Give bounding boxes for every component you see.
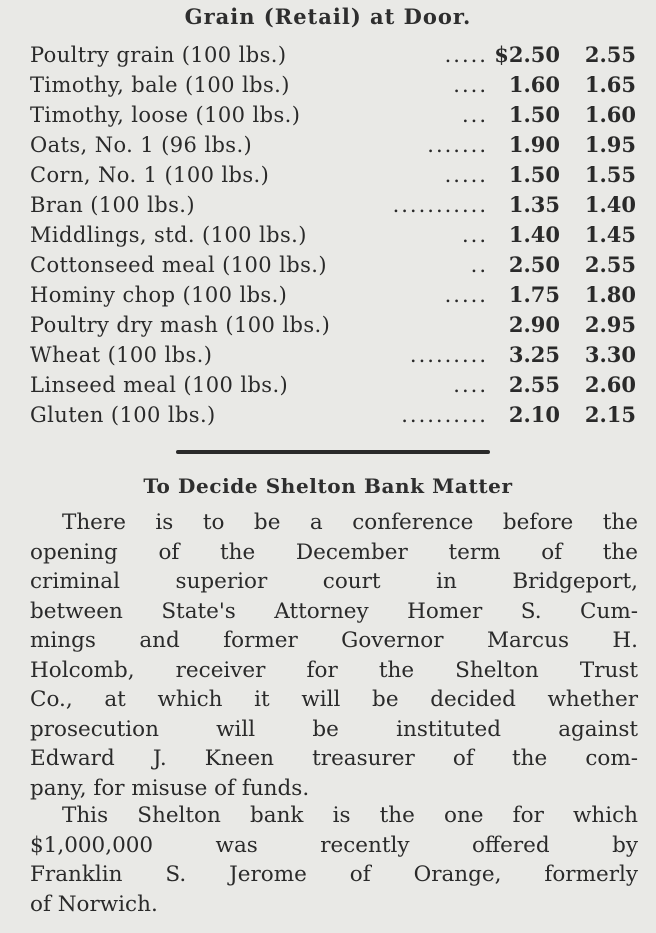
article-line: opening of the December term of the — [30, 539, 638, 565]
price-item: Linseed meal (100 lbs.) — [30, 373, 289, 397]
article-line: mings and former Governor Marcus H. — [30, 628, 638, 653]
price-item: Poultry grain (100 lbs.) — [30, 43, 287, 67]
dot-leader: ... — [461, 103, 488, 127]
price-row — [0, 130, 656, 160]
price-high: 1.65 — [584, 72, 636, 97]
price-low: 1.35 — [508, 192, 560, 217]
article-line: between State's Attorney Homer S. Cum- — [30, 598, 638, 624]
price-low: 1.40 — [508, 222, 560, 247]
price-high: 2.95 — [584, 312, 636, 337]
article-line: criminal superior court in Bridgeport, — [30, 569, 638, 594]
price-high: 1.40 — [584, 192, 636, 217]
price-high: 1.55 — [584, 162, 636, 187]
dot-leader: ... — [461, 223, 488, 247]
price-high: 1.60 — [584, 102, 636, 127]
article-line: Co., at which it will be decided whether — [30, 687, 638, 712]
price-item: Poultry dry mash (100 lbs.) — [30, 313, 331, 337]
price-row — [0, 100, 656, 130]
grain-prices-heading: Grain (Retail) at Door. — [184, 4, 472, 29]
article-paragraph-1 — [30, 508, 638, 803]
article-line: Holcomb, receiver for the Shelton Trust — [30, 657, 638, 683]
price-row — [0, 280, 656, 310]
price-high: 2.60 — [584, 372, 636, 397]
price-item: Gluten (100 lbs.) — [30, 403, 216, 427]
dot-leader: ....... — [427, 133, 488, 157]
section-divider — [176, 450, 490, 454]
price-low: 1.90 — [508, 132, 560, 157]
article-paragraph-2 — [30, 801, 638, 919]
price-item: Timothy, loose (100 lbs.) — [30, 103, 301, 127]
article-line: pany, for misuse of funds. — [30, 775, 310, 801]
price-high: 1.45 — [584, 222, 636, 247]
price-low: 2.55 — [508, 372, 560, 397]
price-high: 2.55 — [584, 42, 636, 67]
price-high: 1.95 — [584, 132, 636, 157]
price-item: Cottonseed meal (100 lbs.) — [30, 253, 327, 277]
price-row — [0, 190, 656, 220]
price-item: Timothy, bale (100 lbs.) — [30, 73, 290, 97]
price-item: Middlings, std. (100 lbs.) — [30, 223, 307, 247]
price-item: Bran (100 lbs.) — [30, 193, 195, 217]
price-high: 2.15 — [584, 402, 636, 427]
article-line: of Norwich. — [30, 891, 158, 917]
price-high: 2.55 — [584, 252, 636, 277]
price-item: Hominy chop (100 lbs.) — [30, 283, 288, 307]
price-item: Corn, No. 1 (100 lbs.) — [30, 163, 270, 187]
price-row — [0, 370, 656, 400]
price-low: 2.90 — [508, 312, 560, 337]
dot-leader: .. — [470, 253, 488, 277]
price-low: $2.50 — [494, 42, 560, 67]
article-line: Edward J. Kneen treasurer of the com- — [30, 746, 638, 771]
price-row — [0, 70, 656, 100]
price-row — [0, 340, 656, 370]
dot-leader: ........... — [392, 193, 488, 217]
price-low: 3.25 — [508, 342, 560, 367]
dot-leader: .... — [453, 73, 488, 97]
price-row — [0, 250, 656, 280]
article-line: Franklin S. Jerome of Orange, formerly — [30, 862, 638, 887]
price-low: 1.50 — [508, 102, 560, 127]
price-low: 2.50 — [508, 252, 560, 277]
dot-leader: ..... — [444, 43, 488, 67]
price-item: Oats, No. 1 (96 lbs.) — [30, 133, 253, 157]
grain-price-table — [0, 40, 656, 430]
price-low: 1.60 — [508, 72, 560, 97]
price-row — [0, 160, 656, 190]
price-item: Wheat (100 lbs.) — [30, 343, 213, 367]
price-row — [0, 310, 656, 340]
dot-leader: ......... — [409, 343, 488, 367]
price-low: 1.75 — [508, 282, 560, 307]
dot-leader: .... — [453, 373, 488, 397]
article-line: There is to be a conference before the — [62, 510, 638, 535]
price-high: 3.30 — [584, 342, 636, 367]
dot-leader: .......... — [401, 403, 488, 427]
article-line: prosecution will be instituted against — [30, 716, 638, 742]
price-high: 1.80 — [584, 282, 636, 307]
article-title: To Decide Shelton Bank Matter — [143, 474, 513, 498]
price-row — [0, 40, 656, 70]
dot-leader: ..... — [444, 163, 488, 187]
price-low: 2.10 — [508, 402, 560, 427]
dot-leader: ..... — [444, 283, 488, 307]
article-line: This Shelton bank is the one for which — [62, 803, 638, 828]
article-line: $1,000,000 was recently offered by — [30, 832, 638, 858]
price-row — [0, 220, 656, 250]
price-low: 1.50 — [508, 162, 560, 187]
price-row — [0, 400, 656, 430]
